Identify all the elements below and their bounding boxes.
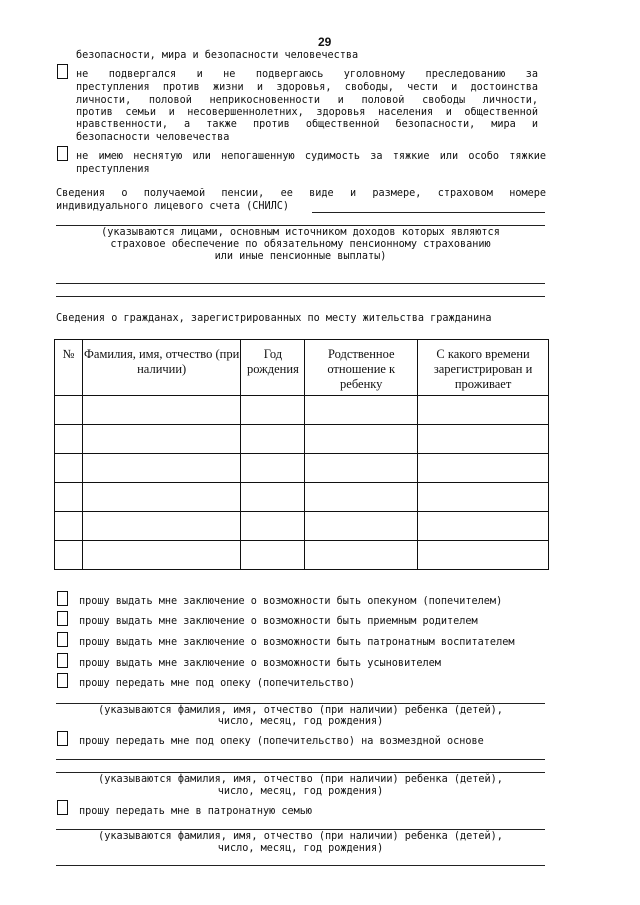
child-hint-3-line-1: (указываются фамилия, имя, отчество (при наличии) ребенка (детей), <box>98 831 503 842</box>
table-cell[interactable] <box>241 541 305 570</box>
checkbox-patronage-conclusion[interactable] <box>57 632 68 647</box>
request-foster-parent-conclusion: прошу выдать мне заключение о возможности быть приемным родителем <box>79 616 478 627</box>
table-cell[interactable] <box>82 454 241 483</box>
table-cell[interactable] <box>241 454 305 483</box>
column-header-number: № <box>55 340 83 396</box>
table-cell[interactable] <box>55 512 83 541</box>
child-input-line-2a[interactable] <box>56 759 545 760</box>
checkbox-adopter-conclusion[interactable] <box>57 653 68 668</box>
table-cell[interactable] <box>55 425 83 454</box>
table-cell[interactable] <box>82 541 241 570</box>
no-prosecution-line-3: личности, половой неприкосновенности и половой свободы личности, <box>76 95 538 106</box>
table-cell[interactable] <box>82 425 241 454</box>
no-conviction-line-2: преступления <box>76 164 150 175</box>
child-input-line-2b[interactable] <box>56 772 545 773</box>
child-hint-2-line-2: число, месяц, год рождения) <box>217 786 384 797</box>
child-hint-1-line-2: число, месяц, год рождения) <box>217 716 384 727</box>
table-cell[interactable] <box>82 483 241 512</box>
table-cell[interactable] <box>305 512 418 541</box>
column-header-relation: Родственное отношение к ребенку <box>305 340 418 396</box>
table-header-row <box>55 340 549 396</box>
table-cell[interactable] <box>241 396 305 425</box>
request-guardianship-transfer: прошу передать мне под опеку (попечительство) <box>79 678 356 689</box>
table-row <box>55 396 549 425</box>
table-cell[interactable] <box>418 541 549 570</box>
column-header-full-name: Фамилия, имя, отчество (при наличии) <box>82 340 241 396</box>
table-cell[interactable] <box>418 396 549 425</box>
child-input-line-1[interactable] <box>56 703 545 704</box>
table-cell[interactable] <box>241 512 305 541</box>
child-input-line-3[interactable] <box>56 829 545 830</box>
checkbox-foster-parent-conclusion[interactable] <box>57 611 68 626</box>
residents-table <box>54 339 549 570</box>
child-hint-3-line-2: число, месяц, год рождения) <box>217 843 384 854</box>
table-cell[interactable] <box>305 425 418 454</box>
pension-hint-line-1: (указываются лицами, основным источником доходов которых являются <box>101 227 500 238</box>
request-patronage-conclusion: прошу выдать мне заключение о возможности быть патронатным воспитателем <box>79 637 515 648</box>
pension-hint-line-3: или иные пенсионные выплаты) <box>214 251 387 262</box>
pension-line-2: индивидуального лицевого счета (СНИЛС) <box>56 201 290 212</box>
table-cell[interactable] <box>241 483 305 512</box>
request-patronage-family: прошу передать мне в патронатную семью <box>79 806 313 817</box>
pension-input-line[interactable] <box>56 225 545 226</box>
child-hint-1-line-1: (указываются фамилия, имя, отчество (при наличии) ребенка (детей), <box>98 705 503 716</box>
no-prosecution-line-5: нравственности, а также против общественной безопасности, мира и <box>76 119 538 130</box>
page-number: 29 <box>318 35 332 49</box>
table-row <box>55 454 549 483</box>
table-cell[interactable] <box>418 483 549 512</box>
residents-heading: Сведения о гражданах, зарегистрированных по месту жительства гражданина <box>56 313 492 324</box>
table-cell[interactable] <box>55 483 83 512</box>
table-cell[interactable] <box>418 512 549 541</box>
pension-line-1: Сведения о получаемой пенсии, ее виде и размере, страховом номере <box>56 188 546 199</box>
request-guardian-conclusion: прошу выдать мне заключение о возможности быть опекуном (попечителем) <box>79 596 503 607</box>
child-input-line-3b[interactable] <box>56 865 545 866</box>
column-header-birth-year: Год рождения <box>241 340 305 396</box>
table-cell[interactable] <box>305 454 418 483</box>
table-cell[interactable] <box>55 541 83 570</box>
pension-extra-line-2[interactable] <box>56 296 545 297</box>
child-hint-2-line-1: (указываются фамилия, имя, отчество (при наличии) ребенка (детей), <box>98 774 503 785</box>
request-paid-guardianship: прошу передать мне под опеку (попечительство) на возмездной основе <box>79 736 484 747</box>
no-prosecution-line-2: преступления против жизни и здоровья, свободы, чести и достоинства <box>76 82 538 93</box>
no-prosecution-line-6: безопасности человечества <box>76 132 230 143</box>
table-cell[interactable] <box>241 425 305 454</box>
checkbox-patronage-family[interactable] <box>57 800 68 815</box>
table-row <box>55 541 549 570</box>
table-cell[interactable] <box>82 396 241 425</box>
table-row <box>55 512 549 541</box>
request-adopter-conclusion: прошу выдать мне заключение о возможности быть усыновителем <box>79 658 441 669</box>
pension-extra-line-1[interactable] <box>56 283 545 284</box>
snils-input-line[interactable] <box>312 212 545 213</box>
pension-hint-line-2: страховое обеспечение по обязательному пенсионному страхованию <box>110 239 491 250</box>
table-row <box>55 425 549 454</box>
checkbox-guardianship-transfer[interactable] <box>57 673 68 688</box>
column-header-registered-since: С какого времени зарегистрирован и проживает <box>418 340 549 396</box>
checkbox-no-prosecution[interactable] <box>57 64 68 79</box>
checkbox-guardian-conclusion[interactable] <box>57 591 68 606</box>
no-conviction-line-1: не имею неснятую или непогашенную судимость за тяжкие или особо тяжкие <box>76 151 546 162</box>
table-row <box>55 483 549 512</box>
table-cell[interactable] <box>55 454 83 483</box>
checkbox-paid-guardianship[interactable] <box>57 731 68 746</box>
checkbox-no-conviction[interactable] <box>57 146 68 161</box>
table-cell[interactable] <box>305 396 418 425</box>
table-cell[interactable] <box>55 396 83 425</box>
table-cell[interactable] <box>418 454 549 483</box>
no-prosecution-line-1: не подвергался и не подвергаюсь уголовному преследованию за <box>76 69 538 80</box>
table-cell[interactable] <box>418 425 549 454</box>
continuation-text: безопасности, мира и безопасности человечества <box>76 50 359 61</box>
no-prosecution-line-4: против семьи и несовершеннолетних, здоровья населения и общественной <box>76 107 538 118</box>
table-cell[interactable] <box>305 483 418 512</box>
table-cell[interactable] <box>305 541 418 570</box>
table-cell[interactable] <box>82 512 241 541</box>
